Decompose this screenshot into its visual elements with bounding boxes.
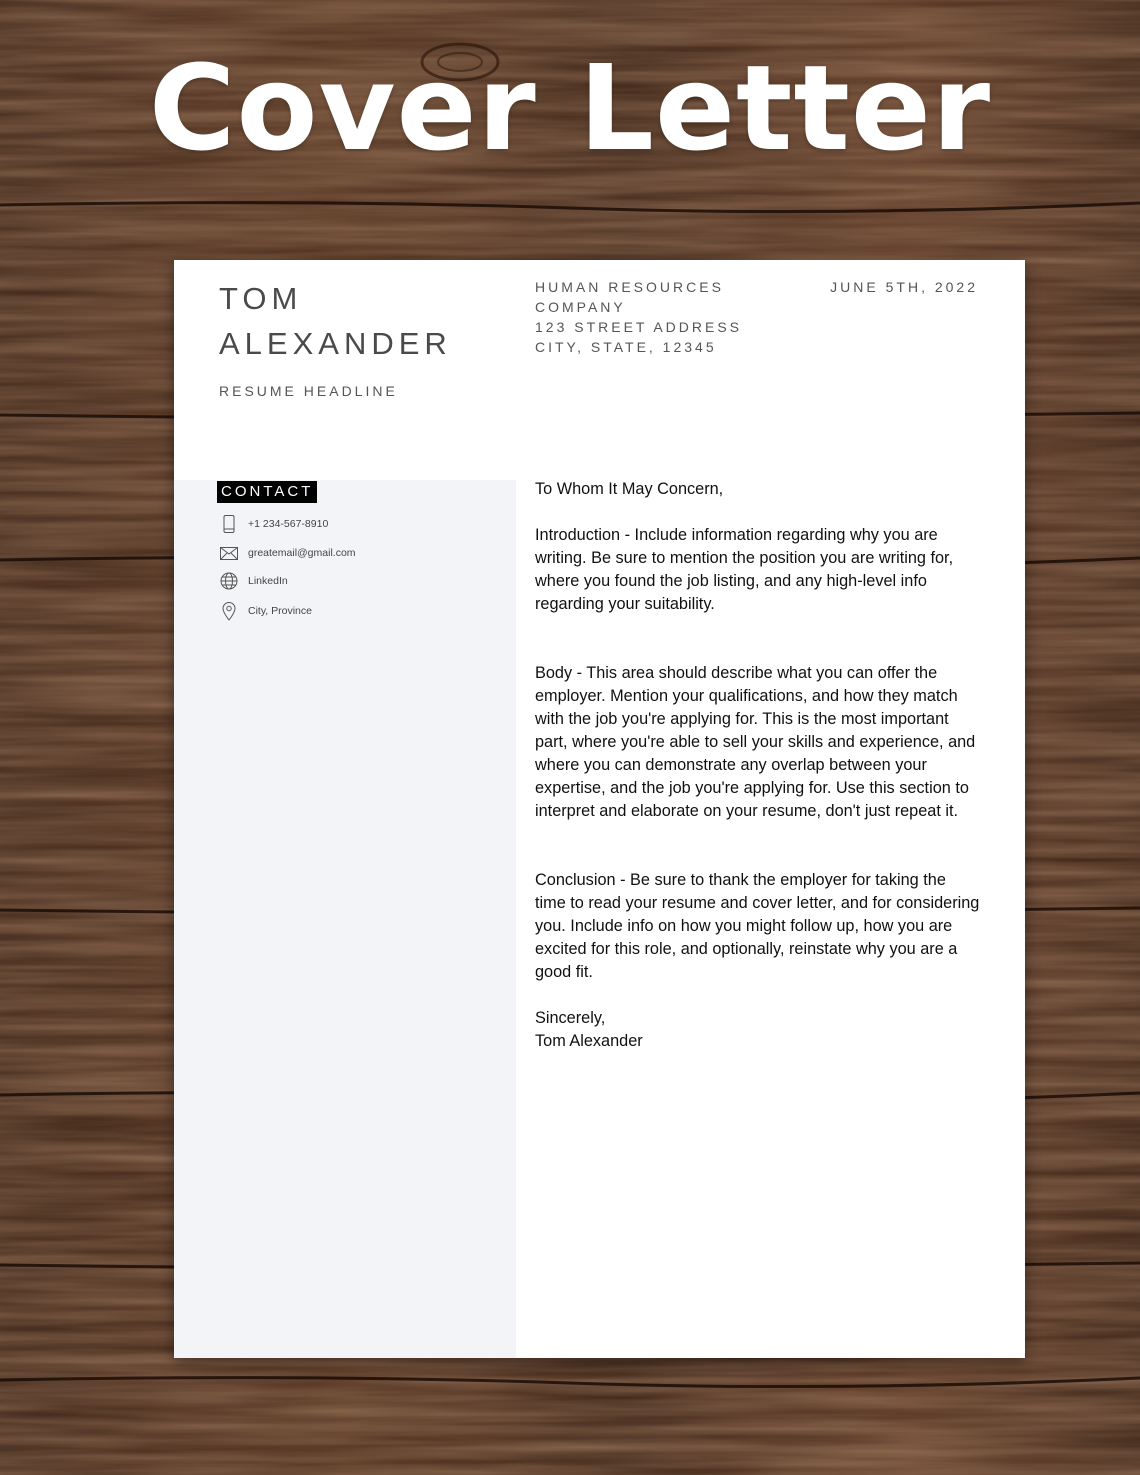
letter-conclusion: Conclusion - Be sure to thank the employer for taking the time to read your resume and cover letter, and for considering you. Include info on how you might follow up, how you are excited for this role, and optionally, reinstate why you are a good fit. — [535, 871, 980, 981]
recipient-line: 123 STREET ADDRESS — [535, 319, 743, 335]
recipient-line: HUMAN RESOURCES — [535, 279, 724, 295]
letter-signature: Tom Alexander — [535, 1032, 643, 1050]
recipient-address — [535, 277, 742, 357]
letter-body — [535, 478, 980, 1053]
email-text[interactable]: greatemail@gmail.com — [248, 547, 356, 559]
letter-body-paragraph: Body - This area should describe what you can offer the employer. Mention your qualifications, and how they match with the job you're applying for. This is the most important part, where you're able to sell your skills and experience, and where you can demonstrate any overlap between your expertise, and the job you're applying for. Use this section to interpret and elaborate on your resume, don't just repeat it. — [535, 664, 976, 820]
recipient-line: COMPANY — [535, 299, 626, 315]
website-text[interactable]: LinkedIn — [248, 575, 288, 587]
contact-email[interactable] — [218, 542, 356, 564]
letter-introduction: Introduction - Include information regarding why you are writing. Be sure to mention the position you are writing for, where you found the job listing, and any high-level info regarding your suitability. — [535, 526, 954, 613]
cover-letter-title: Cover Letter — [148, 39, 992, 177]
location-pin-icon — [218, 600, 240, 622]
letter-date: JUNE 5TH, 2022 — [830, 279, 978, 295]
location-text: City, Province — [248, 605, 312, 617]
applicant-name — [219, 276, 519, 366]
contact-website[interactable] — [218, 570, 288, 592]
contact-location — [218, 600, 312, 622]
cover-letter-page — [174, 260, 1025, 1358]
contact-heading: CONTACT — [217, 481, 317, 503]
phone-text: +1 234-567-8910 — [248, 518, 329, 530]
phone-icon — [218, 513, 240, 535]
letter-greeting: To Whom It May Concern, — [535, 480, 724, 498]
letter-closing: Sincerely, — [535, 1009, 606, 1027]
contact-phone — [218, 513, 328, 535]
applicant-first-name: TOM — [219, 281, 303, 316]
applicant-last-name: ALEXANDER — [219, 326, 452, 361]
resume-headline: RESUME HEADLINE — [219, 383, 398, 399]
globe-icon — [218, 570, 240, 592]
mail-icon — [218, 542, 240, 564]
recipient-line: CITY, STATE, 12345 — [535, 339, 717, 355]
